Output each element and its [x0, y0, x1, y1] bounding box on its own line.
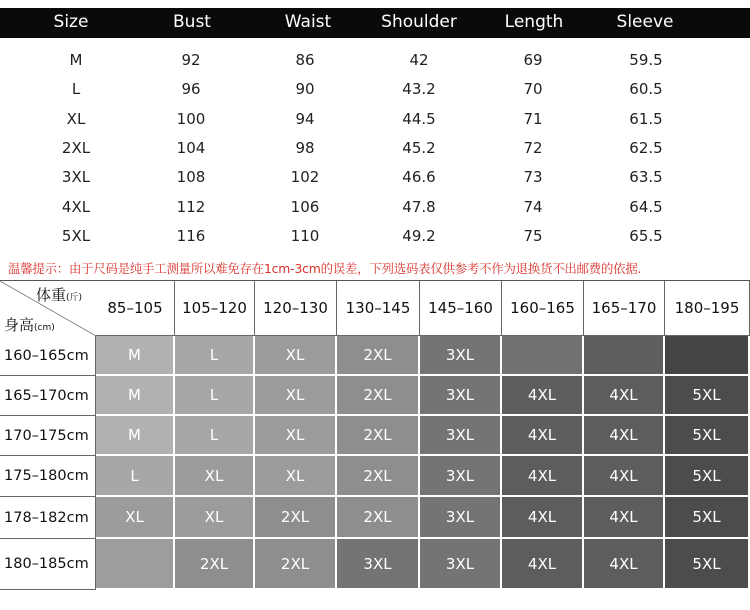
height-row-header: 178–182cm [0, 497, 96, 539]
recommended-size-cell: 3XL [420, 376, 502, 416]
recommended-size-cell: 5XL [665, 539, 750, 590]
grid-corner-header [0, 281, 97, 337]
recommended-size-cell: 2XL [337, 456, 420, 497]
recommended-size-cell: 3XL [420, 497, 502, 539]
recommended-size-cell: XL [255, 336, 337, 376]
recommended-size-cell: L [96, 456, 175, 497]
cell-size: M [69, 51, 83, 69]
cell-shoulder: 49.2 [402, 226, 436, 245]
weight-column-header: 180–195 [665, 281, 750, 336]
recommended-size-cell: XL [255, 456, 337, 497]
recommended-size-cell: 4XL [502, 456, 584, 497]
recommended-size-cell: 4XL [584, 539, 665, 590]
cell-length: 71 [523, 109, 543, 128]
recommended-size-cell: 3XL [420, 539, 502, 590]
size-row [0, 163, 750, 192]
cell-length: 69 [523, 51, 543, 69]
cell-shoulder: 42 [409, 51, 429, 69]
recommended-size-cell: 2XL [255, 539, 337, 590]
recommended-size-cell: 5XL [665, 456, 750, 497]
cell-bust: 116 [176, 226, 206, 245]
header-length: Length [504, 12, 564, 32]
height-row-header: 170–175cm [0, 416, 96, 456]
weight-column-header: 165–170 [584, 281, 665, 336]
recommended-size-cell: 4XL [502, 376, 584, 416]
recommended-size-cell: 4XL [502, 497, 584, 539]
recommended-size-cell: 5XL [665, 416, 750, 456]
size-row [0, 105, 750, 134]
cell-waist: 110 [290, 226, 320, 245]
cell-size: L [71, 80, 81, 99]
cell-waist: 86 [295, 51, 315, 69]
recommended-size-cell: 5XL [665, 376, 750, 416]
cell-bust: 92 [181, 51, 201, 69]
cell-sleeve: 60.5 [629, 80, 663, 99]
cell-size: 5XL [61, 226, 91, 245]
size-recommendation-grid [0, 280, 750, 610]
size-row [0, 222, 750, 251]
cell-length: 70 [523, 80, 543, 99]
weight-column-header: 120–130 [255, 281, 337, 336]
recommended-size-cell: 2XL [337, 416, 420, 456]
cell-sleeve: 63.5 [629, 168, 663, 187]
weight-column-header: 105–120 [175, 281, 255, 336]
cell-bust: 108 [176, 168, 206, 187]
recommended-size-cell: 2XL [337, 376, 420, 416]
cell-size: XL [66, 109, 86, 128]
weight-column-header: 85–105 [96, 281, 175, 336]
cell-sleeve: 64.5 [629, 197, 663, 216]
height-row-header: 160–165cm [0, 336, 96, 376]
size-row [0, 134, 750, 163]
size-row [0, 46, 750, 75]
cell-bust: 100 [176, 109, 206, 128]
recommended-size-cell: 4XL [502, 416, 584, 456]
recommended-size-cell: 2XL [337, 336, 420, 376]
recommended-size-cell: 3XL [420, 456, 502, 497]
height-row-header: 165–170cm [0, 376, 96, 416]
cell-waist: 94 [295, 109, 315, 128]
recommended-size-cell: XL [175, 497, 255, 539]
recommended-size-cell: XL [255, 416, 337, 456]
recommended-size-cell: XL [96, 497, 175, 539]
cell-shoulder: 44.5 [402, 109, 436, 128]
cell-length: 73 [523, 168, 543, 187]
height-axis-label: 身高(cm) [4, 316, 55, 334]
recommended-size-cell: 2XL [175, 539, 255, 590]
cell-waist: 102 [290, 168, 320, 187]
weight-column-header: 130–145 [337, 281, 420, 336]
recommended-size-cell: 4XL [502, 539, 584, 590]
size-row [0, 193, 750, 222]
height-row-header: 175–180cm [0, 456, 96, 497]
cell-sleeve: 62.5 [629, 138, 663, 157]
recommended-size-cell: L [175, 336, 255, 376]
header-shoulder: Shoulder [381, 12, 457, 32]
recommended-size-cell [665, 336, 750, 376]
recommended-size-cell [584, 336, 665, 376]
recommended-size-cell: XL [175, 456, 255, 497]
cell-size: 3XL [61, 168, 91, 187]
cell-length: 74 [523, 197, 543, 216]
recommended-size-cell: L [175, 416, 255, 456]
cell-shoulder: 45.2 [402, 138, 436, 157]
recommended-size-cell: 2XL [255, 497, 337, 539]
recommended-size-cell: 4XL [584, 416, 665, 456]
recommended-size-cell [96, 539, 175, 590]
recommended-size-cell: 4XL [584, 376, 665, 416]
size-row [0, 75, 750, 104]
size-table-header [0, 8, 750, 38]
header-size: Size [53, 12, 89, 32]
recommended-size-cell [502, 336, 584, 376]
recommended-size-cell: XL [255, 376, 337, 416]
cell-length: 75 [523, 226, 543, 245]
weight-axis-label: 体重(斤) [36, 286, 83, 304]
cell-bust: 112 [176, 197, 206, 216]
recommended-size-cell: L [175, 376, 255, 416]
recommended-size-cell: 2XL [337, 497, 420, 539]
cell-sleeve: 65.5 [629, 226, 663, 245]
measurement-notice: 温馨提示：由于尺码是纯手工测量所以难免存在1cm-3cm的误差，下列选码表仅供参考不作为退换货不出邮费的依据. [8, 261, 642, 276]
recommended-size-cell: 3XL [420, 416, 502, 456]
cell-waist: 106 [290, 197, 320, 216]
cell-bust: 96 [181, 80, 201, 99]
header-bust: Bust [173, 12, 211, 32]
cell-waist: 98 [295, 138, 315, 157]
recommended-size-cell: 4XL [584, 497, 665, 539]
cell-shoulder: 47.8 [402, 197, 436, 216]
recommended-size-cell: 4XL [584, 456, 665, 497]
recommended-size-cell: M [96, 336, 175, 376]
recommended-size-cell: 3XL [420, 336, 502, 376]
cell-shoulder: 43.2 [402, 80, 436, 99]
cell-shoulder: 46.6 [402, 168, 436, 187]
recommended-size-cell: 3XL [337, 539, 420, 590]
cell-waist: 90 [295, 80, 315, 99]
cell-size: 4XL [61, 197, 91, 216]
weight-column-header: 160–165 [502, 281, 584, 336]
height-row-header: 180–185cm [0, 539, 96, 590]
recommended-size-cell: 5XL [665, 497, 750, 539]
cell-sleeve: 59.5 [629, 51, 663, 69]
weight-column-header: 145–160 [420, 281, 502, 336]
header-sleeve: Sleeve [616, 12, 674, 32]
cell-sleeve: 61.5 [629, 109, 663, 128]
header-waist: Waist [284, 12, 332, 32]
cell-length: 72 [523, 138, 543, 157]
cell-bust: 104 [176, 138, 206, 157]
cell-size: 2XL [61, 138, 91, 157]
recommended-size-cell: M [96, 416, 175, 456]
recommended-size-cell: M [96, 376, 175, 416]
